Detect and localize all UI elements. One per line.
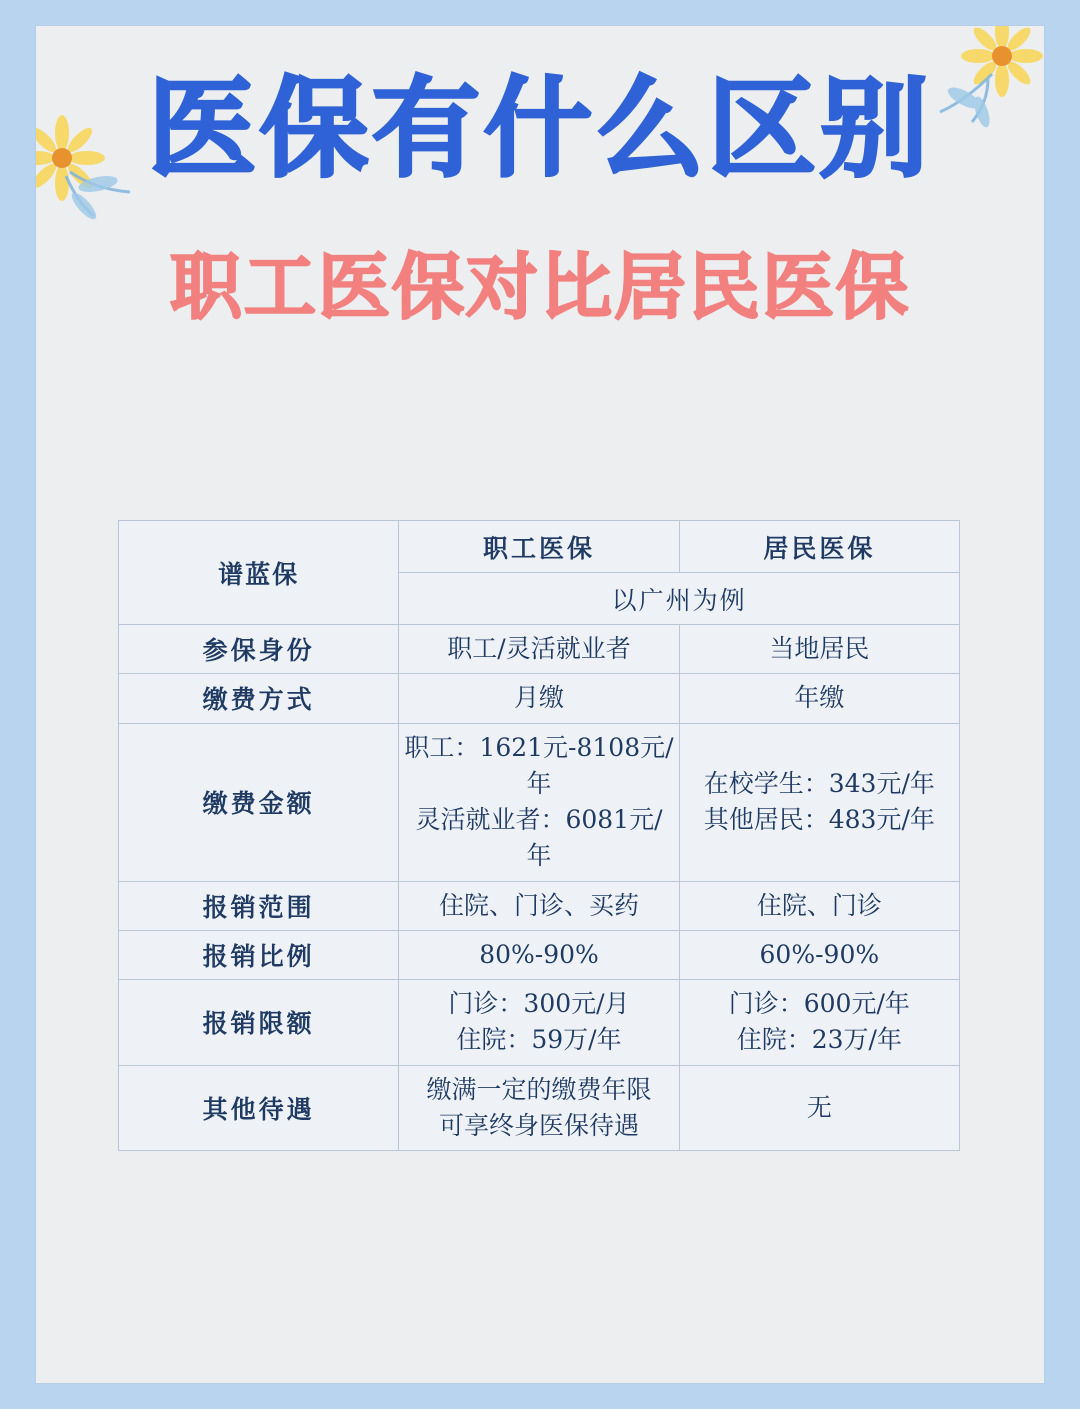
cell-payment-amount-resident — [679, 723, 959, 881]
row-label-coverage-scope: 报销范围 — [119, 881, 399, 930]
cell-line: 门诊：300元/月 — [448, 989, 630, 1018]
comparison-table — [118, 520, 960, 1151]
cell-line: 缴满一定的缴费年限 — [426, 1074, 652, 1104]
cell-line: 职工：1621元-8108元/年 — [404, 732, 674, 798]
cell-line: 可享终身医保待遇 — [438, 1110, 639, 1140]
cell-reimburse-rate-resident: 60%-90% — [679, 930, 959, 979]
row-label-reimburse-rate: 报销比例 — [119, 930, 399, 979]
row-label-identity: 参保身份 — [119, 625, 399, 674]
cell-line: 其他居民：483元/年 — [703, 805, 935, 834]
cell-identity-resident: 当地居民 — [679, 625, 959, 674]
table-row — [119, 1065, 960, 1151]
cell-coverage-scope-employee: 住院、门诊、买药 — [399, 881, 679, 930]
row-label-payment-amount: 缴费金额 — [119, 723, 399, 881]
cell-payment-method-employee: 月缴 — [399, 674, 679, 723]
table-row — [119, 980, 960, 1066]
brand-cell: 谱蓝保 — [119, 521, 399, 625]
row-label-reimburse-limit: 报销限额 — [119, 980, 399, 1066]
cell-line: 住院：59万/年 — [456, 1025, 622, 1055]
table-note: 以广州为例 — [399, 573, 960, 625]
table-row — [119, 881, 960, 930]
cell-other-benefits-employee — [399, 1065, 679, 1151]
cell-line: 在校学生：343元/年 — [703, 768, 935, 798]
cell-other-benefits-resident: 无 — [679, 1065, 959, 1151]
cell-payment-method-resident: 年缴 — [679, 674, 959, 723]
cell-line: 灵活就业者：6081元/年 — [415, 805, 663, 871]
cell-line: 住院：23万/年 — [736, 1025, 902, 1055]
cell-reimburse-limit-employee — [399, 980, 679, 1066]
cell-line: 门诊：600元/年 — [728, 989, 910, 1018]
cell-reimburse-limit-resident — [679, 980, 959, 1066]
column-header-employee: 职工医保 — [399, 521, 679, 573]
row-label-other-benefits: 其他待遇 — [119, 1065, 399, 1151]
poster-card — [36, 26, 1044, 1383]
page-subtitle: 职工医保对比居民医保 — [169, 245, 910, 329]
column-header-resident: 居民医保 — [679, 521, 959, 573]
table-row — [119, 625, 960, 674]
page-title: 医保有什么区别 — [147, 67, 932, 192]
cell-coverage-scope-resident: 住院、门诊 — [679, 881, 959, 930]
cell-reimburse-rate-employee: 80%-90% — [399, 930, 679, 979]
cell-identity-employee: 职工/灵活就业者 — [399, 625, 679, 674]
table-row — [119, 674, 960, 723]
table-row — [119, 723, 960, 881]
table-row — [119, 930, 960, 979]
table-header-row — [119, 521, 960, 573]
row-label-payment-method: 缴费方式 — [119, 674, 399, 723]
comparison-table-wrapper — [118, 520, 960, 1151]
cell-payment-amount-employee — [399, 723, 679, 881]
